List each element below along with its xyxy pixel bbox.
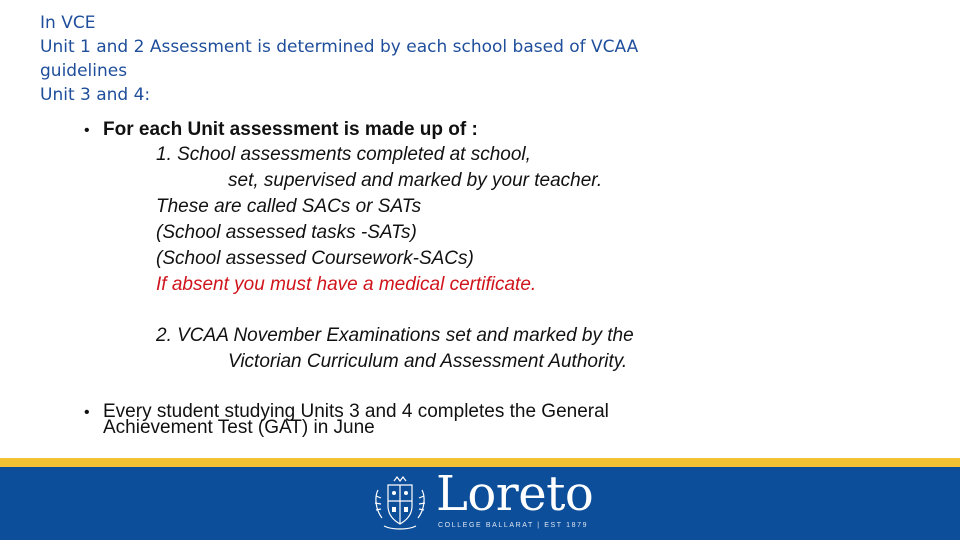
intro-block (40, 11, 638, 107)
item2-line2: Victorian Curriculum and Assessment Authority. (228, 351, 628, 372)
item1-line2: set, supervised and marked by your teacher. (228, 170, 603, 191)
note-sats: (School assessed tasks -SATs) (156, 222, 417, 243)
bullet-heading: For each Unit assessment is made up of : (103, 119, 478, 140)
note-sacs: (School assessed Coursework-SACs) (156, 248, 474, 269)
item2-line1: 2. VCAA November Examinations set and marked by the (156, 325, 634, 346)
bullet-glyph: • (84, 122, 90, 139)
college-tagline: COLLEGE BALLARAT | EST 1879 (438, 522, 589, 529)
loreto-logo-text: Loreto (436, 466, 594, 522)
gat-line2: Achievement Test (GAT) in June (103, 417, 375, 438)
item1-line1: 1. School assessments completed at school, (156, 144, 531, 165)
intro-line: guidelines (40, 61, 128, 81)
intro-line: In VCE (40, 13, 96, 33)
gat-text (103, 401, 723, 438)
intro-line: Unit 1 and 2 Assessment is determined by each school based of VCAA (40, 37, 639, 57)
gat-line1: Every student studying Units 3 and 4 completes the General (103, 401, 609, 422)
crest-icon (372, 476, 428, 532)
note-sacs-sats: These are called SACs or SATs (156, 196, 422, 217)
medical-certificate-warning: If absent you must have a medical certificate. (156, 274, 537, 295)
bullet-glyph: • (84, 404, 90, 421)
footer-banner (0, 467, 960, 540)
intro-line: Unit 3 and 4: (40, 85, 151, 105)
